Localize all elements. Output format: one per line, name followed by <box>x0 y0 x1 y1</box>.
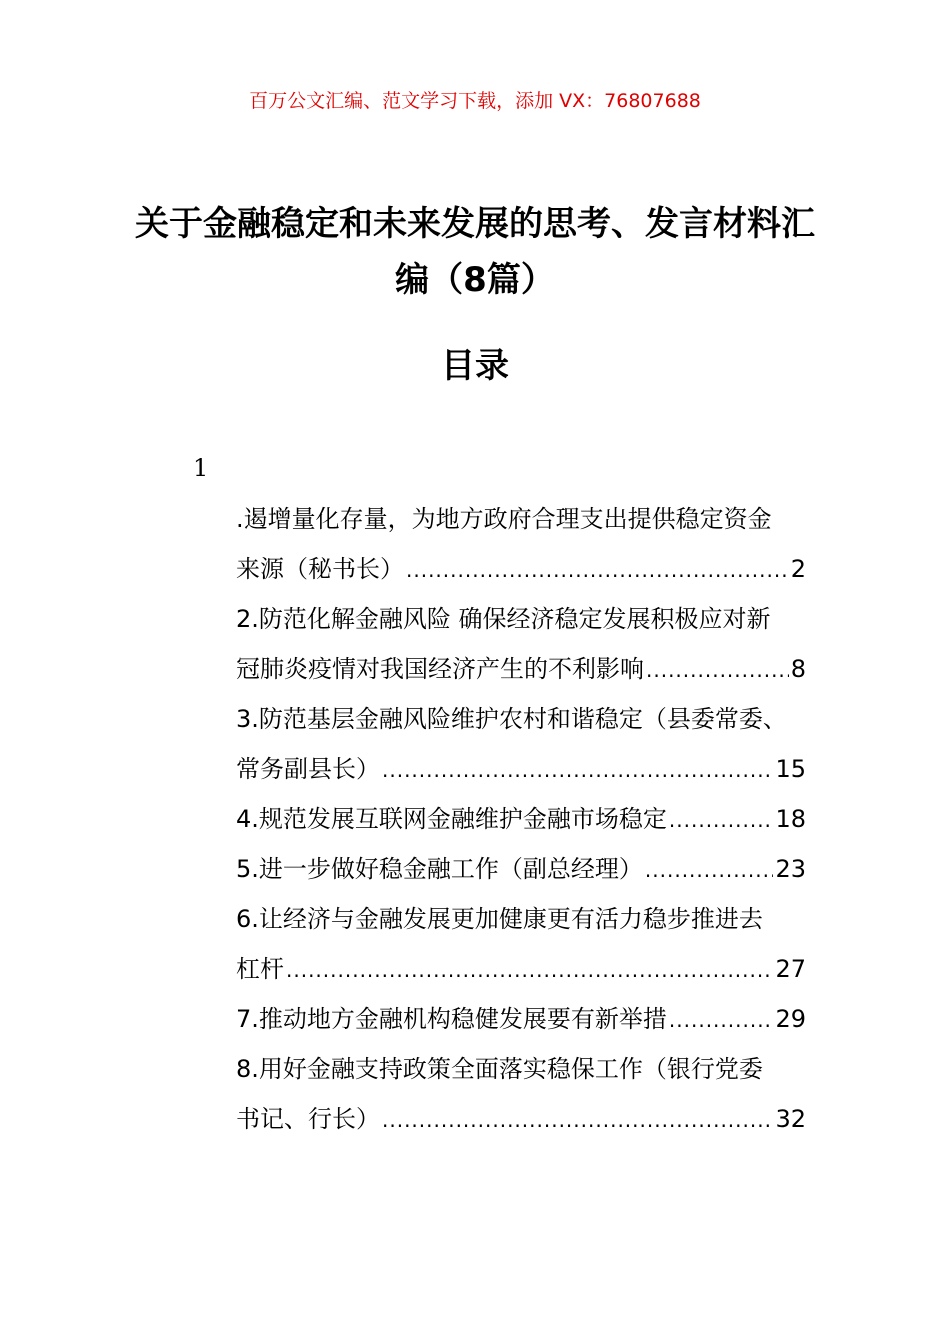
toc-entry-text: 来源（秘书长） <box>236 555 404 583</box>
toc-page-number: 2 <box>790 555 806 583</box>
toc-line[interactable] <box>236 644 806 694</box>
toc-line[interactable] <box>236 994 806 1044</box>
document-title: 关于金融稳定和未来发展的思考、发言材料汇编（8篇） <box>135 204 815 300</box>
dot-leader <box>645 845 774 894</box>
toc-page-number: 18 <box>775 805 806 833</box>
dot-leader <box>669 795 774 844</box>
toc-line[interactable] <box>236 744 806 794</box>
toc-entry-text: .遏增量化存量，为地方政府合理支出提供稳定资金 <box>236 505 772 533</box>
dot-leader <box>406 545 789 594</box>
toc-entry-text: 书记、行长） <box>236 1105 380 1133</box>
toc-entry-text: 8.用好金融支持政策全面落实稳保工作（银行党委 <box>236 1055 763 1083</box>
toc-line[interactable] <box>236 1044 806 1094</box>
toc-entry-text: 冠肺炎疫情对我国经济产生的不利影响 <box>236 655 644 683</box>
toc-line[interactable] <box>236 694 806 744</box>
table-of-contents <box>236 494 806 1144</box>
toc-page-number: 23 <box>775 855 806 883</box>
toc-entry-text: 4.规范发展互联网金融维护金融市场稳定 <box>236 805 667 833</box>
toc-page-number: 32 <box>775 1105 806 1133</box>
toc-line[interactable] <box>236 544 806 594</box>
toc-entry-text: 杠杆 <box>236 955 284 983</box>
toc-line[interactable] <box>236 594 806 644</box>
toc-line[interactable] <box>236 894 806 944</box>
toc-entry-text: 6.让经济与金融发展更加健康更有活力稳步推进去 <box>236 905 763 933</box>
toc-page-number: 27 <box>775 955 806 983</box>
toc-entry-text: 2.防范化解金融风险 确保经济稳定发展积极应对新 <box>236 605 771 633</box>
toc-page-number: 29 <box>775 1005 806 1033</box>
toc-page-number: 15 <box>775 755 806 783</box>
toc-entry-text: 常务副县长） <box>236 755 380 783</box>
dot-leader <box>669 995 774 1044</box>
toc-line[interactable] <box>236 944 806 994</box>
toc-entry-text: 5.进一步做好稳金融工作（副总经理） <box>236 855 643 883</box>
toc-line[interactable] <box>236 794 806 844</box>
dot-leader <box>382 1095 773 1144</box>
toc-line[interactable] <box>236 1094 806 1144</box>
toc-lead-number: 1 <box>193 454 209 482</box>
toc-entry-text: 3.防范基层金融风险维护农村和谐稳定（县委常委、 <box>236 705 787 733</box>
dot-leader <box>382 745 773 794</box>
toc-page-number: 8 <box>790 655 806 683</box>
toc-line[interactable] <box>236 844 806 894</box>
toc-heading: 目录 <box>441 346 509 386</box>
toc-entry-text: 7.推动地方金融机构稳健发展要有新举措 <box>236 1005 667 1033</box>
dot-leader <box>286 945 773 994</box>
dot-leader <box>646 645 789 694</box>
header-note: 百万公文汇编、范文学习下载，添加 VX：76807688 <box>249 90 701 112</box>
toc-line[interactable] <box>236 494 806 544</box>
